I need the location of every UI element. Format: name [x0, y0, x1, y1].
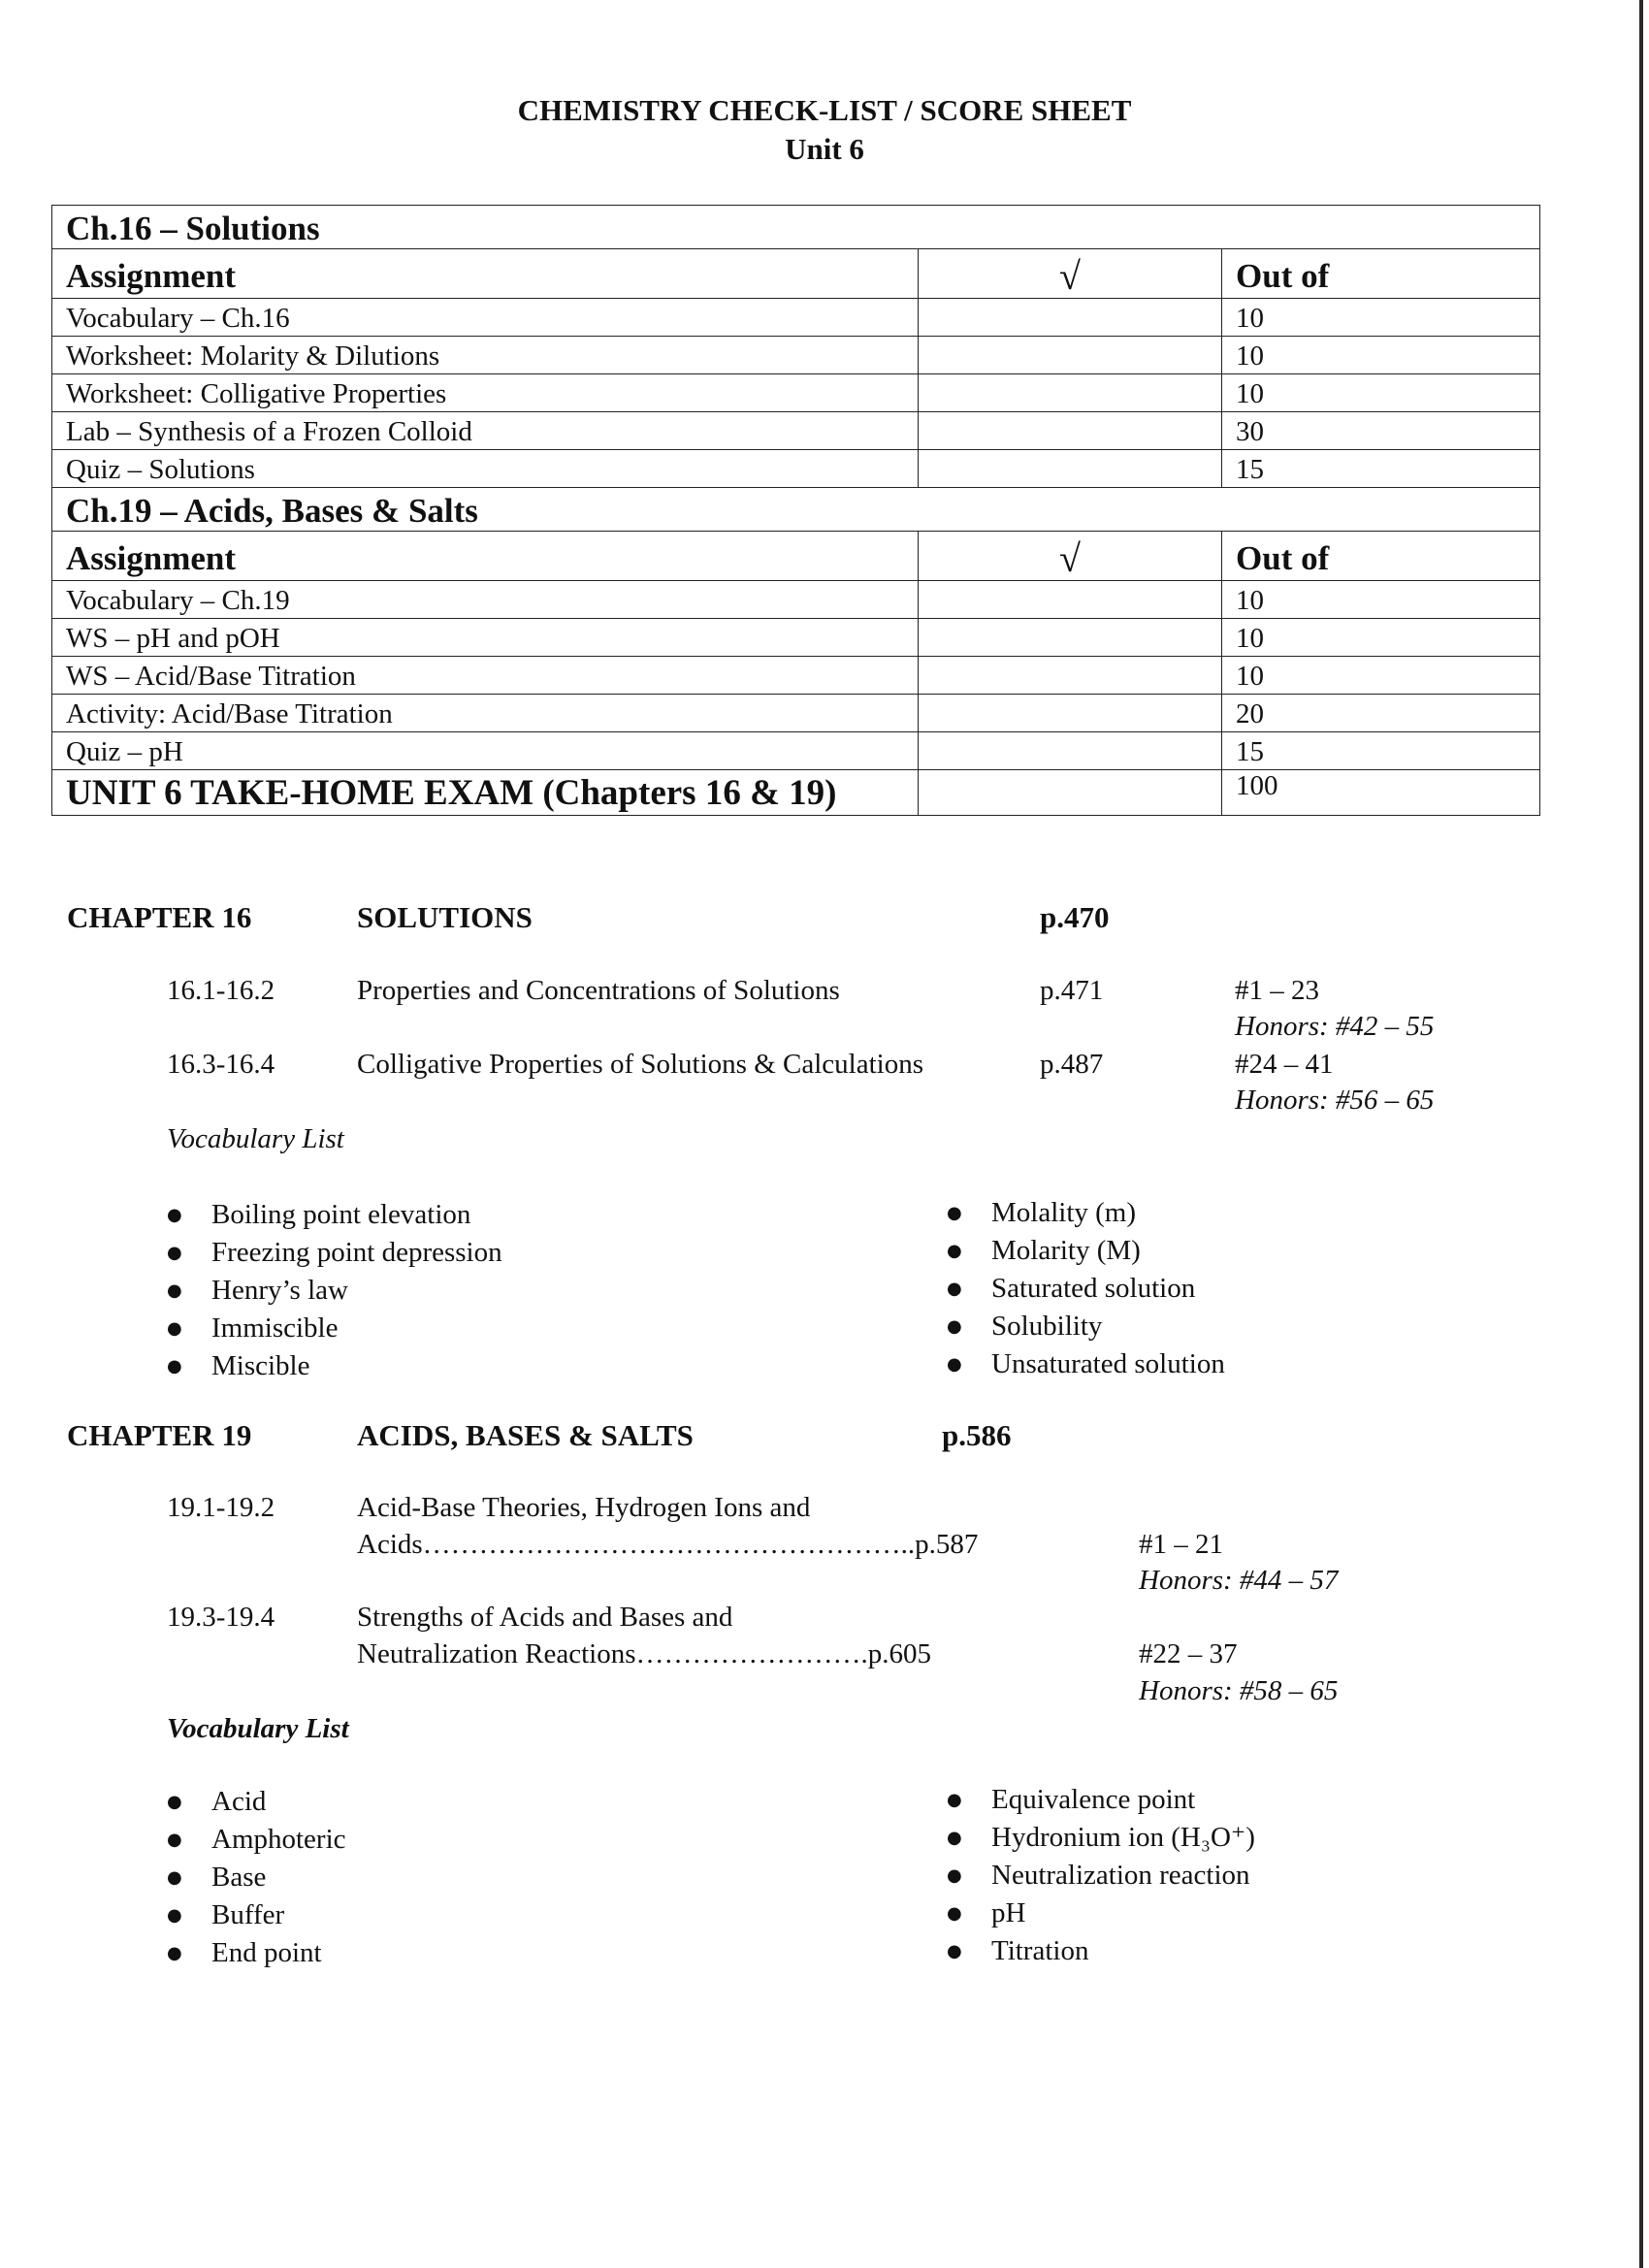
assignment-header: Assignment	[52, 249, 919, 299]
bullet-icon: ●	[947, 1865, 962, 1886]
assignment-cell: Quiz – Solutions	[52, 450, 919, 488]
out-of-cell: 20	[1222, 695, 1540, 732]
vocab-item: ● Acid	[167, 1783, 346, 1821]
out-of-cell: 10	[1222, 619, 1540, 657]
check-header: √	[919, 532, 1222, 581]
vocab-item: ● Henry’s law	[167, 1272, 502, 1310]
vocab-item: ● Miscible	[167, 1347, 502, 1385]
bullet-icon: ●	[167, 1243, 182, 1263]
vocab-item: ● Hydronium ion (H₃O⁺)	[947, 1819, 1255, 1857]
bullet-icon: ●	[947, 1203, 962, 1223]
check-cell[interactable]	[919, 450, 1222, 488]
table-row	[52, 619, 1540, 657]
section-title-page: Acids……………………………………………..p.587	[357, 1529, 979, 1560]
table-row	[52, 732, 1540, 770]
table-row	[52, 695, 1540, 732]
out-of-cell: 10	[1222, 581, 1540, 619]
vocab-heading: Vocabulary List	[167, 1713, 349, 1744]
section-title: Ch.16 – Solutions	[52, 206, 1540, 249]
score-table	[51, 205, 1540, 816]
section-title: Colligative Properties of Solutions & Calculations	[357, 1049, 923, 1080]
bullet-icon: ●	[167, 1280, 182, 1301]
out-of-header: Out of	[1222, 532, 1540, 581]
out-of-cell: 15	[1222, 450, 1540, 488]
vocab-item: ● pH	[947, 1895, 1255, 1932]
vocab-item: ● Buffer	[167, 1896, 346, 1934]
check-cell[interactable]	[919, 337, 1222, 374]
check-cell[interactable]	[919, 770, 1222, 816]
assignment-cell: Vocabulary – Ch.16	[52, 299, 919, 337]
assignment-cell: Lab – Synthesis of a Frozen Colloid	[52, 412, 919, 450]
vocab-item: ● Titration	[947, 1932, 1255, 1970]
assignment-cell: Activity: Acid/Base Titration	[52, 695, 919, 732]
exam-out-of-cell: 100	[1222, 770, 1540, 816]
check-cell[interactable]	[919, 619, 1222, 657]
out-of-cell: 10	[1222, 374, 1540, 412]
bullet-icon: ●	[167, 1943, 182, 1963]
check-cell[interactable]	[919, 657, 1222, 695]
check-header: √	[919, 249, 1222, 299]
section-number: 16.1-16.2	[167, 975, 275, 1006]
chapter19-page: p.586	[942, 1418, 1012, 1452]
table-row	[52, 412, 1540, 450]
chapter16-name: SOLUTIONS	[357, 900, 533, 934]
vocab-item: ● Unsaturated solution	[947, 1345, 1225, 1383]
assignment-cell: Worksheet: Molarity & Dilutions	[52, 337, 919, 374]
check-cell[interactable]	[919, 299, 1222, 337]
section-honors: Honors: #44 – 57	[1139, 1565, 1339, 1596]
out-of-cell: 10	[1222, 299, 1540, 337]
assignment-cell: Vocabulary – Ch.19	[52, 581, 919, 619]
table-row	[52, 337, 1540, 374]
chapter19-name: ACIDS, BASES & SALTS	[357, 1418, 694, 1452]
vocab-item: ● Neutralization reaction	[947, 1857, 1255, 1895]
table-header-row	[52, 532, 1540, 581]
vocab-item: ● Molality (m)	[947, 1194, 1225, 1232]
section-title: Acid-Base Theories, Hydrogen Ions and	[357, 1492, 811, 1523]
bullet-icon: ●	[167, 1905, 182, 1926]
bullet-icon: ●	[947, 1354, 962, 1375]
section-title: Strengths of Acids and Bases and	[357, 1602, 733, 1633]
table-section-title	[52, 488, 1540, 532]
check-cell[interactable]	[919, 374, 1222, 412]
out-of-cell: 10	[1222, 657, 1540, 695]
document-title: CHEMISTRY CHECK-LIST / SCORE SHEET	[517, 93, 1132, 127]
section-page: p.487	[1040, 1049, 1104, 1080]
bullet-icon: ●	[167, 1792, 182, 1812]
out-of-header: Out of	[1222, 249, 1540, 299]
check-cell[interactable]	[919, 581, 1222, 619]
bullet-icon: ●	[167, 1830, 182, 1850]
bullet-icon: ●	[947, 1279, 962, 1299]
vocab-list-right	[947, 1194, 1225, 1383]
section-problems: #22 – 37	[1139, 1638, 1238, 1669]
section-title: Properties and Concentrations of Solutions	[357, 975, 840, 1006]
section-honors: Honors: #56 – 65	[1235, 1085, 1435, 1116]
bullet-icon: ●	[947, 1241, 962, 1261]
vocab-item: ● End point	[167, 1934, 346, 1972]
table-header-row	[52, 249, 1540, 299]
exam-name-cell: UNIT 6 TAKE-HOME EXAM (Chapters 16 & 19)	[52, 770, 919, 816]
bullet-icon: ●	[947, 1903, 962, 1924]
assignment-cell: WS – Acid/Base Titration	[52, 657, 919, 695]
section-title-page: Neutralization Reactions…………………….p.605	[357, 1638, 931, 1669]
section-honors: Honors: #42 – 55	[1235, 1011, 1435, 1042]
assignment-cell: Worksheet: Colligative Properties	[52, 374, 919, 412]
vocab-item: ● Saturated solution	[947, 1270, 1225, 1308]
section-problems: #1 – 21	[1139, 1529, 1223, 1560]
table-row	[52, 299, 1540, 337]
chapter16-page: p.470	[1040, 900, 1110, 934]
section-number: 16.3-16.4	[167, 1049, 275, 1080]
section-page: p.471	[1040, 975, 1104, 1006]
bullet-icon: ●	[167, 1318, 182, 1339]
chapter16-label: CHAPTER 16	[67, 900, 252, 934]
vocab-item: ● Molarity (M)	[947, 1232, 1225, 1270]
vocab-item: ● Boiling point elevation	[167, 1196, 502, 1234]
vocab-item: ● Base	[167, 1859, 346, 1896]
out-of-cell: 15	[1222, 732, 1540, 770]
vocab-item: ● Solubility	[947, 1308, 1225, 1345]
section-title: Ch.19 – Acids, Bases & Salts	[52, 488, 1540, 532]
vocab-item: ● Immiscible	[167, 1310, 502, 1347]
section-number: 19.1-19.2	[167, 1492, 275, 1523]
bullet-icon: ●	[167, 1205, 182, 1225]
assignment-cell: WS – pH and pOH	[52, 619, 919, 657]
document-subtitle: Unit 6	[785, 132, 864, 166]
check-cell[interactable]	[919, 695, 1222, 732]
bullet-icon: ●	[167, 1356, 182, 1377]
vocab-heading: Vocabulary List	[167, 1123, 344, 1154]
bullet-icon: ●	[947, 1941, 962, 1961]
vocab-item: ● Equivalence point	[947, 1781, 1255, 1819]
table-row	[52, 450, 1540, 488]
vocab-list-left	[167, 1196, 502, 1385]
vocab-item: ● Amphoteric	[167, 1821, 346, 1859]
check-cell[interactable]	[919, 412, 1222, 450]
page-edge	[1639, 0, 1643, 2268]
vocab-item: ● Freezing point depression	[167, 1234, 502, 1272]
check-cell[interactable]	[919, 732, 1222, 770]
table-row	[52, 657, 1540, 695]
out-of-cell: 10	[1222, 337, 1540, 374]
table-row	[52, 581, 1540, 619]
bullet-icon: ●	[947, 1316, 962, 1337]
bullet-icon: ●	[167, 1867, 182, 1888]
section-problems: #1 – 23	[1235, 975, 1319, 1006]
section-number: 19.3-19.4	[167, 1602, 275, 1633]
out-of-cell: 30	[1222, 412, 1540, 450]
assignment-cell: Quiz – pH	[52, 732, 919, 770]
section-problems: #24 – 41	[1235, 1049, 1334, 1080]
chapter19-label: CHAPTER 19	[67, 1418, 252, 1452]
vocab-list-right	[947, 1781, 1255, 1970]
bullet-icon: ●	[947, 1790, 962, 1810]
vocab-list-left	[167, 1783, 346, 1972]
exam-row	[52, 770, 1540, 816]
section-honors: Honors: #58 – 65	[1139, 1675, 1339, 1706]
table-section-title	[52, 206, 1540, 249]
assignment-header: Assignment	[52, 532, 919, 581]
table-row	[52, 374, 1540, 412]
bullet-icon: ●	[947, 1828, 962, 1848]
